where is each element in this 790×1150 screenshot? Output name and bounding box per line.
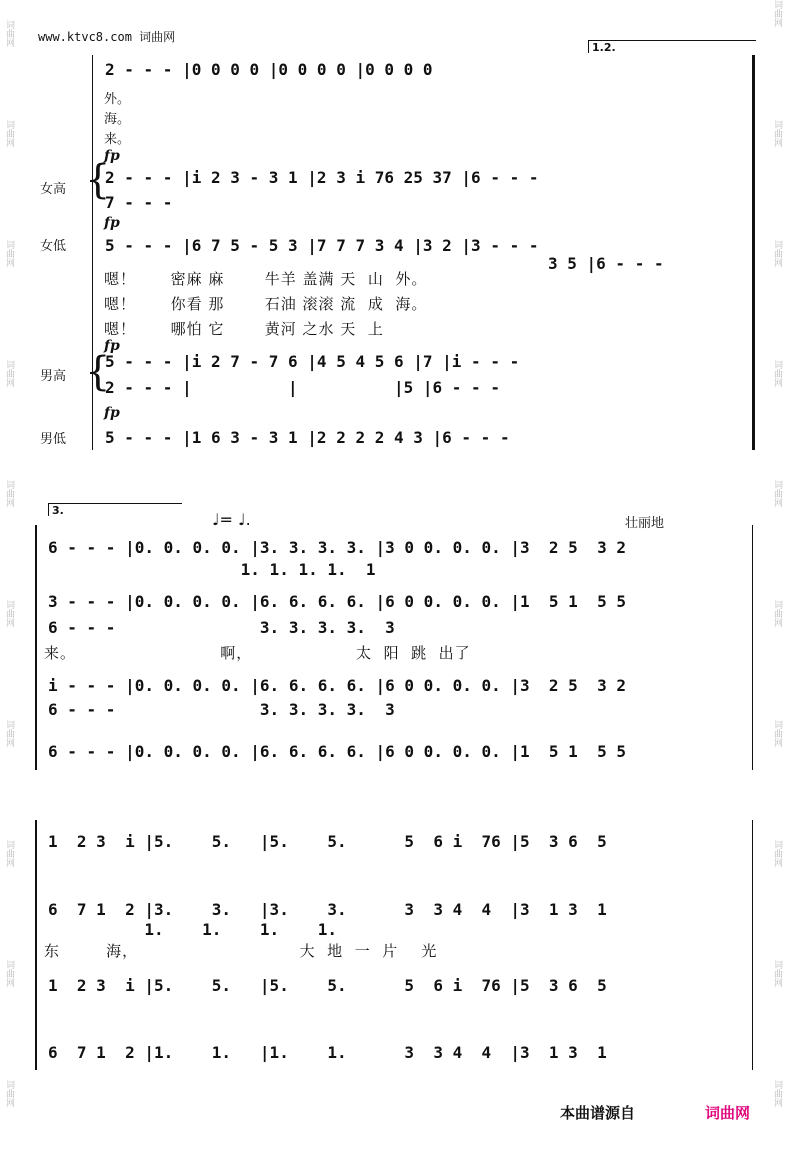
watermark-text: 词曲网: [772, 120, 782, 147]
system3-right-barline: [752, 820, 753, 1070]
s3-bass-line: 6 7 1 2 |1. 1. |1. 1. 3 3 4 4 |3 1 3 1: [48, 1043, 607, 1062]
s2-tenor-lower: 6 - - - 3. 3. 3. 3. 3: [48, 700, 395, 719]
s2-tenor-upper: i - - - |0. 0. 0. 0. |6. 6. 6. 6. |6 0 0. 0. 0. |3 2 5 3 2: [48, 676, 626, 695]
watermark-text: 词曲网: [772, 600, 782, 627]
part-label-alto: 女低: [40, 239, 67, 254]
volta-bracket-first: 1.2.: [588, 40, 756, 53]
brace-tenor: {: [85, 349, 111, 395]
s2-alto-upper: 3 - - - |0. 0. 0. 0. |6. 6. 6. 6. |6 0 0. 0. 0. |1 5 1 5 5: [48, 592, 626, 611]
volta-bracket-third: 3.: [48, 503, 182, 516]
s2-lyric: 来。 啊， 太 阳 跳 出了: [44, 644, 471, 662]
watermark-text: 词曲网: [4, 360, 14, 387]
s3-tenor-line: 1 2 3 i |5. 5. |5. 5. 5 6 i 76 |5 3 6 5: [48, 976, 607, 995]
watermark-text: 词曲网: [772, 480, 782, 507]
left-watermark-strip: [2, 0, 20, 1150]
footer-source-site[interactable]: 词曲网: [705, 1104, 751, 1122]
s3-alto-lower: 1. 1. 1. 1.: [48, 920, 337, 939]
watermark-text: 词曲网: [4, 600, 14, 627]
dynamic-fp: fp: [104, 215, 120, 231]
part-label-tenor: 男高: [40, 369, 67, 384]
system1-top-voice: 2 - - - |0 0 0 0 |0 0 0 0 |0 0 0 0: [105, 60, 433, 79]
dynamic-fp: fp: [104, 148, 120, 164]
watermark-text: 词曲网: [4, 960, 14, 987]
watermark-text: 词曲网: [772, 0, 782, 27]
prev-lyric-3: 来。: [104, 132, 131, 147]
watermark-text: 词曲网: [4, 120, 14, 147]
tenor-upper-line: 5 - - - |i 2 7 - 7 6 |4 5 4 5 6 |7 |i - - -: [105, 352, 520, 371]
right-watermark-strip: [770, 0, 788, 1150]
part-label-soprano: 女高: [40, 182, 67, 197]
s2-sop-upper: 6 - - - |0. 0. 0. 0. |3. 3. 3. 3. |3 0 0. 0. 0. |3 2 5 3 2: [48, 538, 626, 557]
expression-mark: 壮丽地: [625, 516, 665, 531]
watermark-text: 词曲网: [4, 1080, 14, 1107]
dynamic-fp: fp: [104, 405, 120, 421]
watermark-text: 词曲网: [772, 1080, 782, 1107]
site-url-header[interactable]: www.ktvc8.com 词曲网: [38, 30, 176, 44]
system3-left-barline: [35, 820, 37, 1070]
s2-bass-line: 6 - - - |0. 0. 0. 0. |6. 6. 6. 6. |6 0 0. 0. 0. |1 5 1 5 5: [48, 742, 626, 761]
sop-upper-line: 2 - - - |i 2 3 - 3 1 |2 3 i 76 25 37 |6 - - -: [105, 168, 539, 187]
bass-line: 5 - - - |1 6 3 - 3 1 |2 2 2 2 4 3 |6 - - -: [105, 428, 510, 447]
watermark-text: 词曲网: [4, 840, 14, 867]
system2-right-barline: [752, 525, 753, 770]
watermark-text: 词曲网: [772, 720, 782, 747]
watermark-text: 词曲网: [4, 20, 14, 47]
s2-alto-lower: 6 - - - 3. 3. 3. 3. 3: [48, 618, 395, 637]
watermark-text: 词曲网: [772, 240, 782, 267]
footer-source-label: 本曲谱源自: [560, 1104, 636, 1122]
s3-alto-upper: 6 7 1 2 |3. 3. |3. 3. 3 3 4 4 |3 1 3 1: [48, 900, 607, 919]
lyric-verse-2: 嗯！ 你看 那 石油 滚滚 流 成 海。: [104, 295, 428, 313]
tempo-mark: ♩= ♩.: [212, 510, 251, 529]
system2-left-barline: [35, 525, 37, 770]
dynamic-fp: fp: [104, 338, 120, 354]
watermark-text: 词曲网: [4, 720, 14, 747]
lyric-verse-3: 嗯！ 哪怕 它 黄河 之水 天 上: [104, 320, 384, 338]
prev-lyric-2: 海。: [104, 112, 131, 127]
s2-sop-lower: 1. 1. 1. 1. 1: [48, 560, 376, 579]
lyric-verse-1: 嗯！ 密麻 麻 牛羊 盖满 天 山 外。: [104, 270, 428, 288]
sop-lower-line: 7 - - -: [105, 193, 183, 212]
watermark-text: 词曲网: [772, 840, 782, 867]
part-label-bass: 男低: [40, 432, 67, 447]
alto-line: 5 - - - |6 7 5 - 5 3 |7 7 7 3 4 |3 2 |3 - - -: [105, 236, 539, 255]
prev-lyric-1: 外。: [104, 92, 131, 107]
brace-soprano: {: [85, 157, 111, 203]
alto-lower-line: 3 5 |6 - - -: [548, 254, 664, 273]
watermark-text: 词曲网: [772, 360, 782, 387]
watermark-text: 词曲网: [4, 480, 14, 507]
watermark-text: 词曲网: [4, 240, 14, 267]
watermark-text: 词曲网: [772, 960, 782, 987]
s3-sop-line: 1 2 3 i |5. 5. |5. 5. 5 6 i 76 |5 3 6 5: [48, 832, 607, 851]
s3-lyric: 东 海， 大 地 一 片 光: [44, 942, 438, 960]
system1-final-barline: [752, 55, 755, 450]
tenor-lower-line: 2 - - - | | |5 |6 - - -: [105, 378, 500, 397]
